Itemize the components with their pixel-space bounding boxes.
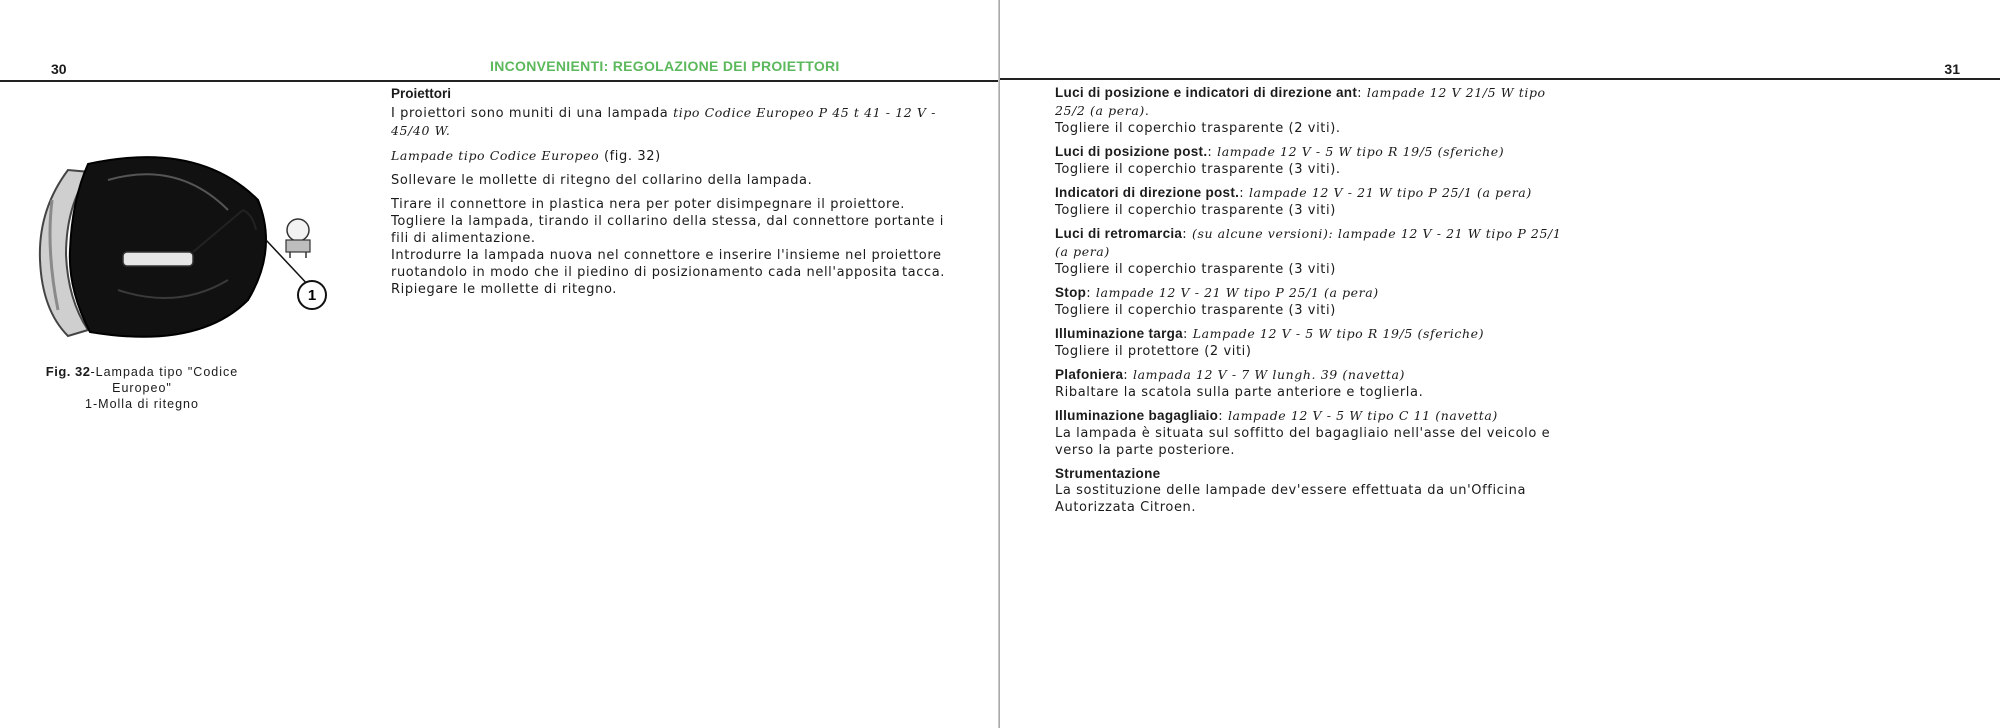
paragraph-springs: Sollevare le mollette di ritegno del collarino della lampada. [391, 173, 813, 188]
entry-label: Luci di posizione post. [1055, 144, 1208, 159]
entry-label: Illuminazione bagagliaio [1055, 408, 1219, 423]
procedure-step-3: Introdurre la lampada nuova nel connettore e inserire l'insieme nel proiettore ruotandolo in modo che il piedino di posizionamento cada nell'apposita tacca. [391, 248, 946, 280]
para1-prefix: I proiettori sono muniti di una lampada [391, 106, 674, 121]
entry-instruction: Togliere il coperchio trasparente (3 viti) [1055, 203, 1336, 218]
caption-title: -Lampada tipo "Codice [90, 365, 239, 379]
paragraph-lamp-type [391, 104, 951, 140]
entry-front-lights [1055, 84, 1575, 137]
para2-italic: Lampade tipo Codice Europeo [391, 148, 600, 163]
entry-spec: lampada 12 V - 7 W lungh. 39 (navetta) [1133, 367, 1406, 382]
entry-spec: lampade 12 V - 21 W tipo P 25/1 (a pera) [1248, 185, 1532, 200]
right-page [1000, 0, 2000, 728]
entry-trunk-light [1055, 407, 1575, 459]
entry-sep: : [1182, 327, 1193, 342]
entry-spec: Lampade 12 V - 5 W tipo R 19/5 (sferiche) [1192, 326, 1485, 341]
entry-rear-indicators [1055, 184, 1575, 219]
entry-spec: lampade 12 V - 21 W tipo P 25/1 (a pera) [1095, 285, 1379, 300]
page-number-right: 31 [1944, 61, 1960, 77]
entry-ceiling-light [1055, 366, 1575, 401]
entry-instruction: Togliere il protettore (2 viti) [1055, 344, 1252, 359]
entry-rear-position [1055, 143, 1575, 178]
entry-label: Luci di retromarcia [1055, 226, 1183, 241]
entry-label: Plafoniera [1055, 367, 1124, 382]
entry-spec: (su alcune versioni): lampade 12 V - 21 W tipo P 25/1 (a pera) [1055, 226, 1562, 259]
entry-spec: lampade 12 V - 5 W tipo R 19/5 (sferiche) [1217, 144, 1505, 159]
instruments-text: La sostituzione delle lampade dev'essere effettuata da un'Officina Autorizzata Citroen. [1055, 483, 1527, 515]
caption-line-1 [22, 364, 262, 380]
instruments-title: Strumentazione [1055, 466, 1161, 481]
left-text-column [391, 86, 951, 298]
entry-label: Stop [1055, 285, 1087, 300]
para1-spec: tipo Codice Europeo P 45 t 41 - 12 V - 45/40 W. [391, 105, 936, 138]
entry-instruction: Togliere il coperchio trasparente (3 viti). [1055, 162, 1341, 177]
entry-instruction: Togliere il coperchio trasparente (3 viti) [1055, 262, 1336, 277]
entry-instruction: La lampada è situata sul soffitto del bagagliaio nell'asse del veicolo e verso la parte posteriore. [1055, 426, 1551, 458]
page-number-left: 30 [51, 61, 67, 77]
entry-sep: : [1357, 86, 1367, 101]
figure-caption [22, 364, 262, 412]
entry-sep: : [1239, 186, 1249, 201]
procedure-step-1: Tirare il connettore in plastica nera per poter disimpegnare il proiettore. [391, 197, 906, 212]
entry-sep: : [1086, 286, 1096, 301]
section-title: Proiettori [391, 86, 452, 101]
entry-sep: : [1218, 409, 1228, 424]
paragraph-procedure [391, 196, 951, 298]
procedure-step-2: Togliere la lampada, tirando il collarino della stessa, dal connettore portante i fili di alimentazione. [391, 214, 944, 246]
entry-label: Luci di posizione e indicatori di direzione ant [1055, 85, 1358, 100]
entry-sep: : [1182, 227, 1192, 242]
entry-reverse-lights [1055, 225, 1575, 278]
paragraph-figure-ref [391, 147, 951, 165]
para2-suffix: (fig. 32) [599, 149, 661, 164]
entry-stop [1055, 284, 1575, 319]
header-rule [0, 80, 998, 82]
entry-instruction: Ribaltare la scatola sulla parte anteriore e toglierla. [1055, 385, 1424, 400]
entry-label: Indicatori di direzione post. [1055, 185, 1240, 200]
header-rule [1000, 78, 2000, 80]
headlamp-figure [28, 140, 348, 340]
caption-line-2: Europeo" [112, 381, 172, 395]
headlamp-illustration [28, 140, 348, 340]
running-head: INCONVENIENTI: REGOLAZIONE DEI PROIETTORI [490, 58, 840, 74]
entry-sep: : [1123, 368, 1133, 383]
entry-plate-light [1055, 325, 1575, 360]
fig-label: Fig. 32 [45, 364, 91, 379]
entry-spec: lampade 12 V 21/5 W tipo 25/2 (a pera). [1055, 85, 1546, 118]
entry-instruments [1055, 465, 1575, 516]
entry-spec: lampade 12 V - 5 W tipo C 11 (navetta) [1227, 408, 1498, 423]
right-text-column [1055, 84, 1575, 522]
entry-instruction: Togliere il coperchio trasparente (3 viti) [1055, 303, 1336, 318]
caption-line-3: 1-Molla di ritegno [85, 397, 199, 411]
entry-label: Illuminazione targa [1055, 326, 1183, 341]
entry-sep: : [1207, 145, 1218, 160]
callout-number: 1 [307, 287, 317, 304]
entry-instruction: Togliere il coperchio trasparente (2 viti). [1055, 121, 1341, 136]
procedure-step-4: Ripiegare le mollette di ritegno. [391, 282, 618, 297]
